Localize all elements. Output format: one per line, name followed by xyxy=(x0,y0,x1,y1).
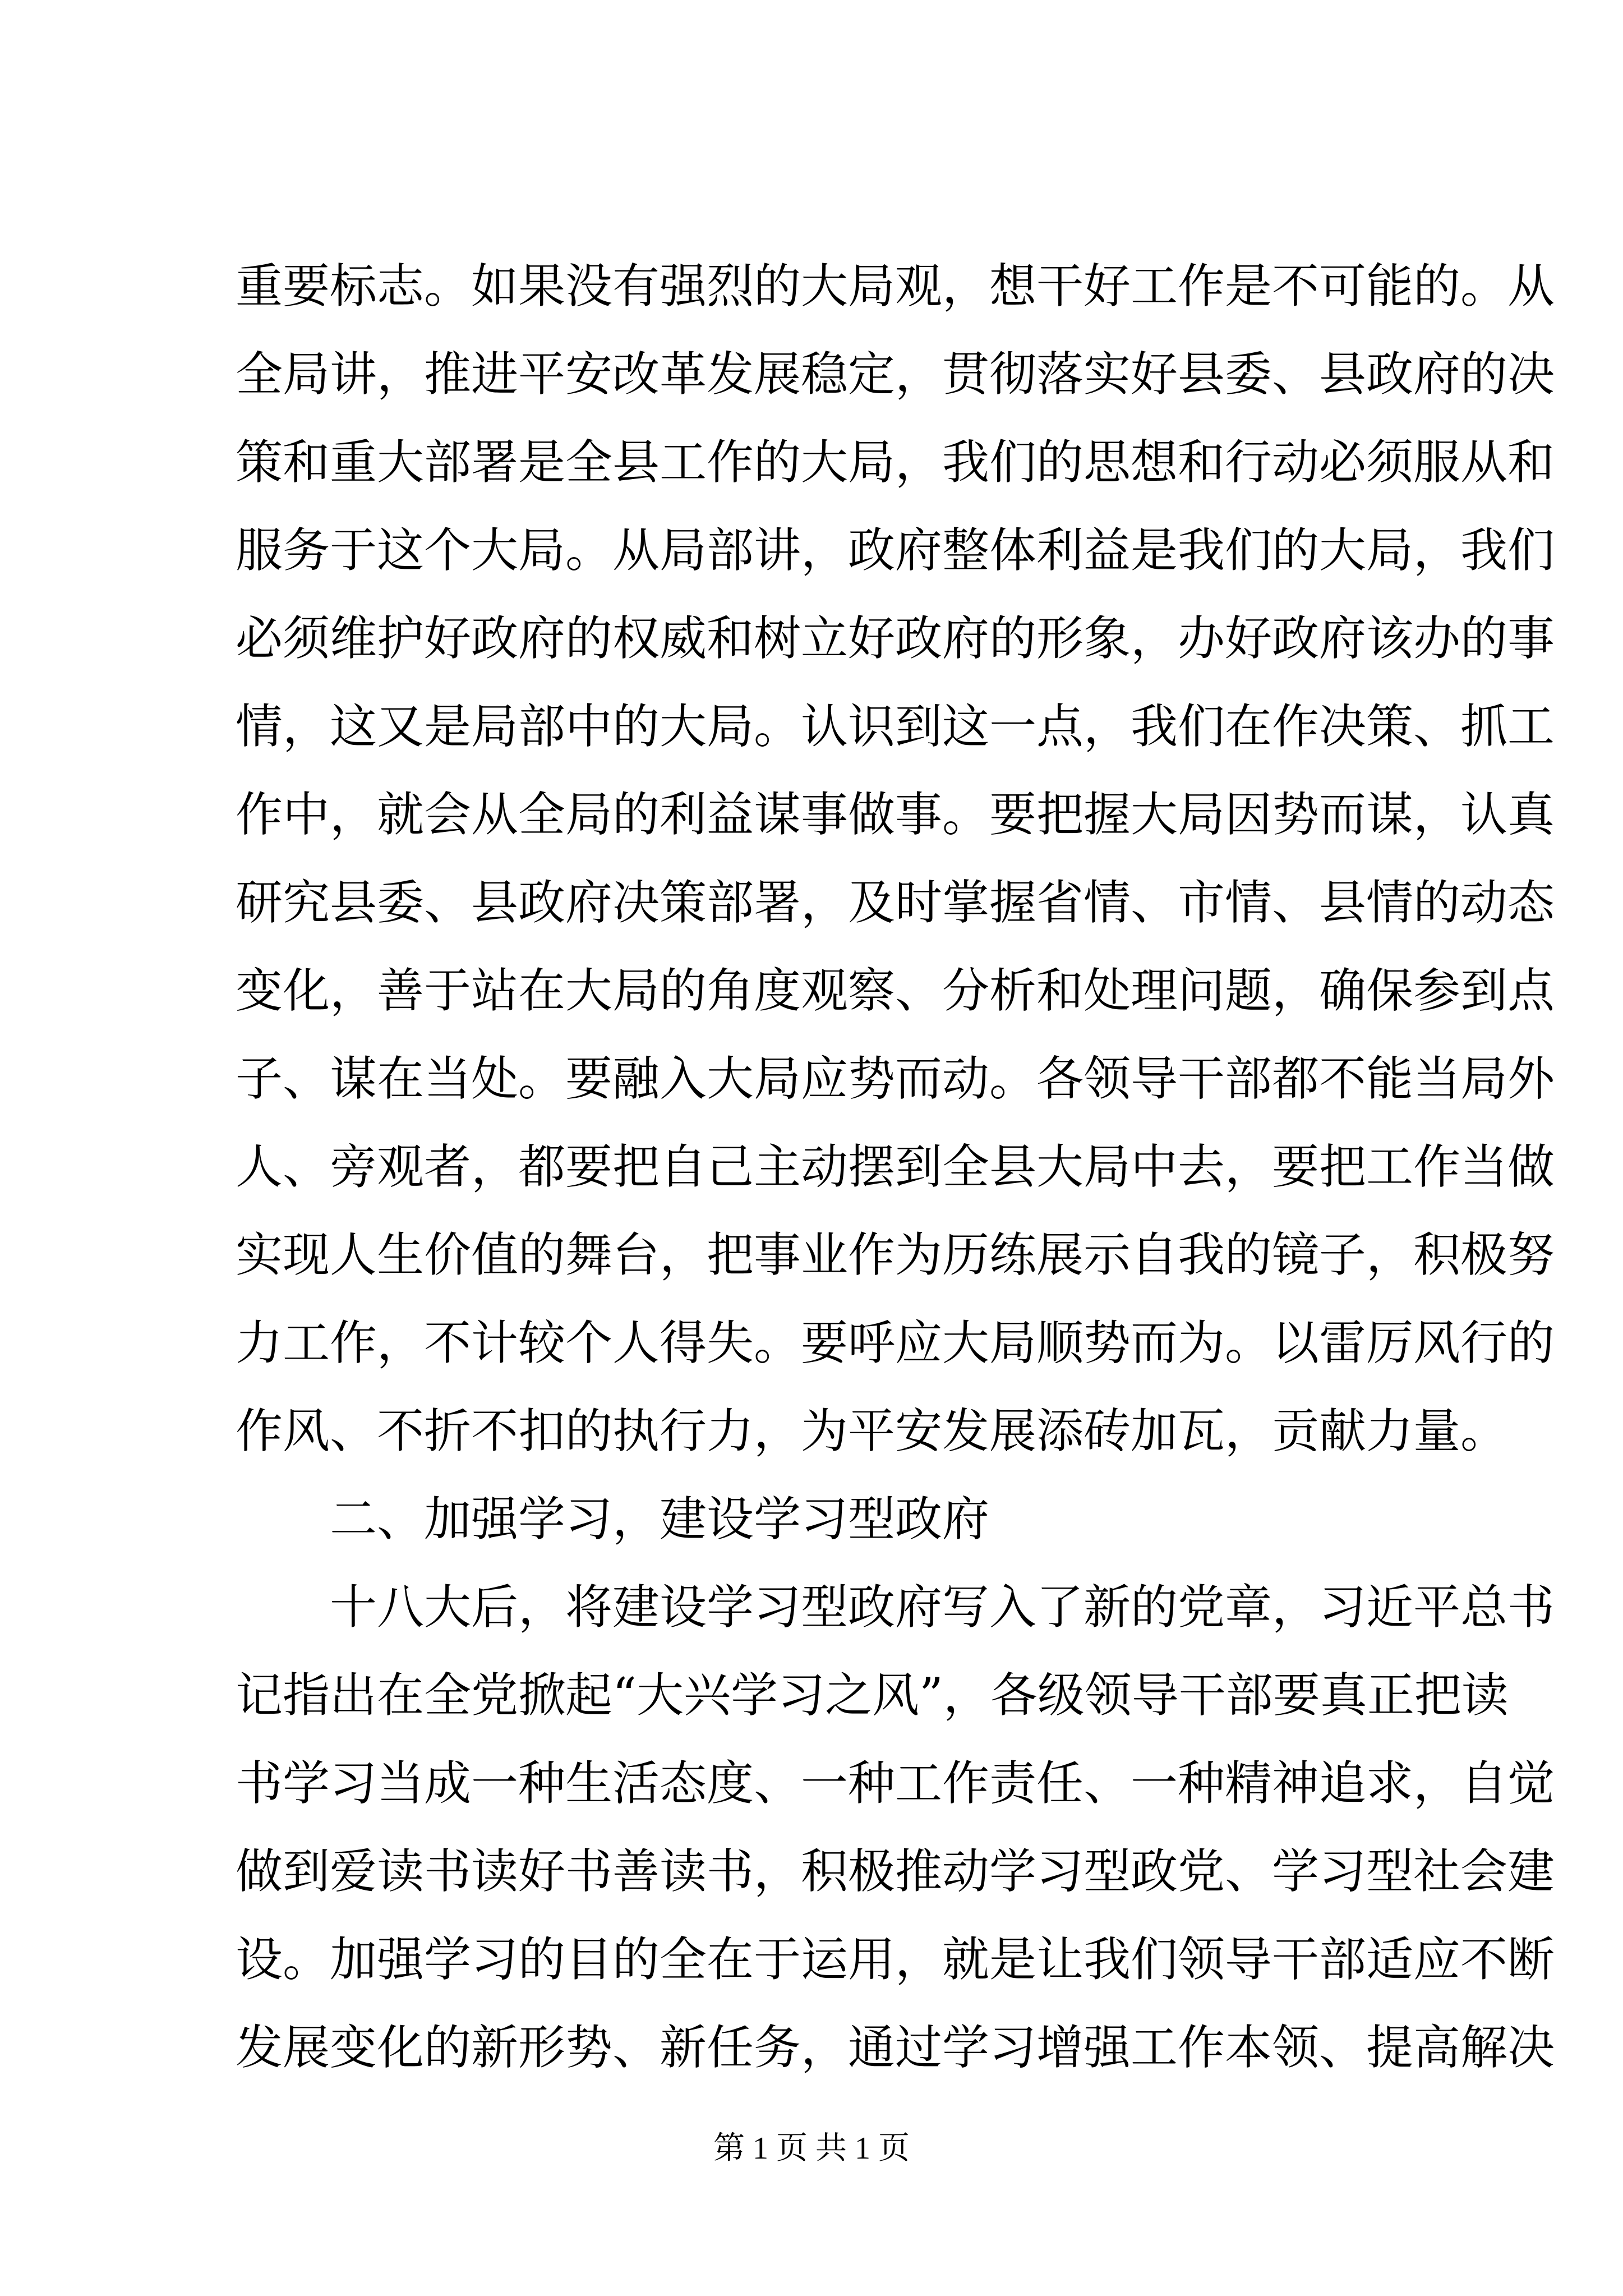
text-line: 做到爱读书读好书善读书，积极推动学习型政党、学习型社会建 xyxy=(236,1844,1555,1899)
text-line: 研究县委、县政府决策部署，及时掌握省情、市情、县情的动态 xyxy=(236,875,1555,930)
text-line: 服务于这个大局。从局部讲，政府整体利益是我们的大局，我们 xyxy=(236,523,1555,578)
text-line: 重要标志。如果没有强烈的大局观，想干好工作是不可能的。从 xyxy=(236,259,1555,314)
text-line: 设。加强学习的目的全在于运用，就是让我们领导干部适应不断 xyxy=(236,1932,1555,1987)
text-line: 全局讲，推进平安改革发展稳定，贯彻落实好县委、县政府的决 xyxy=(236,347,1555,402)
text-line: 必须维护好政府的权威和树立好政府的形象，办好政府该办的事 xyxy=(236,611,1555,666)
page-footer: 第 1 页 共 1 页 xyxy=(713,2131,910,2166)
text-line: 作中，就会从全局的利益谋事做事。要把握大局因势而谋，认真 xyxy=(236,787,1555,842)
text-line: 十八大后，将建设学习型政府写入了新的党章，习近平总书 xyxy=(330,1580,1555,1635)
text-line: 策和重大部署是全县工作的大局，我们的思想和行动必须服从和 xyxy=(236,435,1555,490)
text-line: 发展变化的新形势、新任务，通过学习增强工作本领、提高解决 xyxy=(236,2020,1555,2075)
text-line: 实现人生价值的舞台，把事业作为历练展示自我的镜子，积极努 xyxy=(236,1227,1555,1282)
section-heading: 二、加强学习，建设学习型政府 xyxy=(330,1492,990,1547)
text-line: 变化，善于站在大局的角度观察、分析和处理问题，确保参到点 xyxy=(236,963,1555,1018)
text-line: 力工作，不计较个人得失。要呼应大局顺势而为。以雷厉风行的 xyxy=(236,1315,1555,1370)
text-line: 子、谋在当处。要融入大局应势而动。各领导干部都不能当局外 xyxy=(236,1051,1555,1106)
text-line: 作风、不折不扣的执行力，为平安发展添砖加瓦，贡献力量。 xyxy=(236,1404,1508,1458)
text-line: 人、旁观者，都要把自己主动摆到全县大局中去，要把工作当做 xyxy=(236,1139,1555,1194)
text-line: 情，这又是局部中的大局。认识到这一点，我们在作决策、抓工 xyxy=(236,699,1555,754)
text-line: 记指出在全党掀起“大兴学习之风”，各级领导干部要真正把读 xyxy=(236,1668,1509,1723)
text-line: 书学习当成一种生活态度、一种工作责任、一种精神追求，自觉 xyxy=(236,1756,1555,1811)
